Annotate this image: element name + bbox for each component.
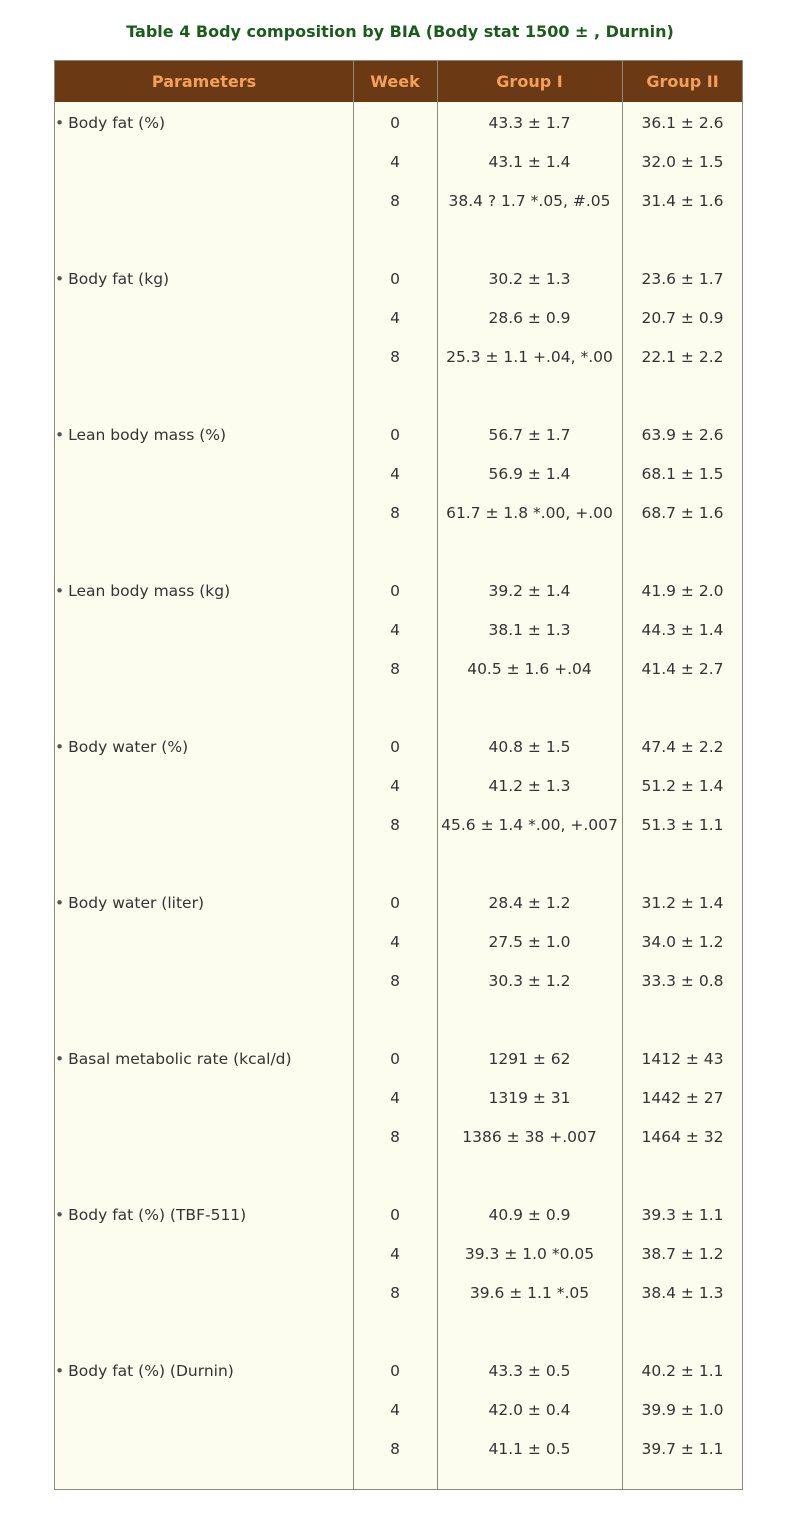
group-1-cell: 43.3 ± 1.7 xyxy=(488,114,571,132)
group-2-cell: 38.4 ± 1.3 xyxy=(641,1284,724,1302)
group-1-cell: 42.0 ± 0.4 xyxy=(488,1401,571,1419)
week-cell: 0 xyxy=(390,270,400,288)
group-2-cell: 1442 ± 27 xyxy=(641,1089,724,1107)
group-1-cell: 38.1 ± 1.3 xyxy=(488,621,571,639)
group-2-cell: 51.2 ± 1.4 xyxy=(641,777,724,795)
group-2-cell: 47.4 ± 2.2 xyxy=(641,738,724,756)
bullet-icon: • xyxy=(55,738,65,756)
bullet-icon: • xyxy=(55,894,65,912)
group-1-cell: 1319 ± 31 xyxy=(488,1089,571,1107)
group-1-cell: 56.7 ± 1.7 xyxy=(488,426,571,444)
parameter-label xyxy=(55,113,165,133)
group-1-cell: 41.2 ± 1.3 xyxy=(488,777,571,795)
group-1-cell: 41.1 ± 0.5 xyxy=(488,1440,571,1458)
group-2-cell: 33.3 ± 0.8 xyxy=(641,972,724,990)
week-cell: 8 xyxy=(390,660,400,678)
week-cell: 0 xyxy=(390,894,400,912)
group-2-cell: 41.4 ± 2.7 xyxy=(641,660,724,678)
group-1-cell: 39.3 ± 1.0 *0.05 xyxy=(464,1245,595,1263)
group-2-cell: 31.4 ± 1.6 xyxy=(641,192,724,210)
group-2-cell: 36.1 ± 2.6 xyxy=(641,114,724,132)
week-cell: 0 xyxy=(390,426,400,444)
week-cell: 4 xyxy=(390,1089,400,1107)
group-2-cell: 44.3 ± 1.4 xyxy=(641,621,724,639)
group-1-cell: 25.3 ± 1.1 +.04, *.00 xyxy=(446,348,613,366)
parameter-name: Lean body mass (kg) xyxy=(68,582,231,600)
week-cell: 4 xyxy=(390,933,400,951)
group-1-cell: 28.6 ± 0.9 xyxy=(488,309,571,327)
parameter-name: Body fat (kg) xyxy=(68,270,170,288)
week-cell: 4 xyxy=(390,465,400,483)
group-1-cell: 27.5 ± 1.0 xyxy=(488,933,571,951)
week-cell: 4 xyxy=(390,1245,400,1263)
bullet-icon: • xyxy=(55,426,65,444)
parameter-label xyxy=(55,425,226,445)
group-2-cell: 39.9 ± 1.0 xyxy=(641,1401,724,1419)
bullet-icon: • xyxy=(55,582,65,600)
bullet-icon: • xyxy=(55,1206,65,1224)
group-1-cell: 28.4 ± 1.2 xyxy=(488,894,571,912)
group-2-cell: 1464 ± 32 xyxy=(641,1128,724,1146)
week-cell: 8 xyxy=(390,504,400,522)
group-2-cell: 34.0 ± 1.2 xyxy=(641,933,724,951)
data-table xyxy=(54,60,743,1490)
parameter-name: Basal metabolic rate (kcal/d) xyxy=(68,1050,292,1068)
parameter-label xyxy=(55,737,188,757)
group-1-cell: 40.9 ± 0.9 xyxy=(488,1206,571,1224)
group-1-cell: 61.7 ± 1.8 *.00, +.00 xyxy=(446,504,613,522)
header-group-2: Group II xyxy=(646,72,719,91)
parameter-name: Body fat (%) (TBF-511) xyxy=(68,1206,247,1224)
parameter-label xyxy=(55,269,169,289)
bullet-icon: • xyxy=(55,114,65,132)
bullet-icon: • xyxy=(55,1362,65,1380)
week-cell: 0 xyxy=(390,1362,400,1380)
group-1-cell: 38.4 ? 1.7 *.05, #.05 xyxy=(448,192,611,210)
week-cell: 4 xyxy=(390,621,400,639)
group-2-cell: 20.7 ± 0.9 xyxy=(641,309,724,327)
group-2-cell: 31.2 ± 1.4 xyxy=(641,894,724,912)
group-1-cell: 1386 ± 38 +.007 xyxy=(462,1128,597,1146)
table-caption: Table 4 Body composition by BIA (Body stat 1500 ± , Durnin) xyxy=(126,22,674,41)
week-cell: 0 xyxy=(390,1206,400,1224)
group-2-cell: 38.7 ± 1.2 xyxy=(641,1245,724,1263)
week-cell: 8 xyxy=(390,192,400,210)
week-cell: 8 xyxy=(390,816,400,834)
week-cell: 4 xyxy=(390,1401,400,1419)
week-cell: 8 xyxy=(390,1284,400,1302)
group-1-cell: 30.2 ± 1.3 xyxy=(488,270,571,288)
parameter-label xyxy=(55,1205,246,1225)
week-cell: 8 xyxy=(390,348,400,366)
week-cell: 0 xyxy=(390,114,400,132)
group-2-cell: 51.3 ± 1.1 xyxy=(641,816,724,834)
group-1-cell: 40.8 ± 1.5 xyxy=(488,738,571,756)
header-group-1: Group I xyxy=(496,72,563,91)
group-2-cell: 63.9 ± 2.6 xyxy=(641,426,724,444)
parameter-name: Body water (%) xyxy=(68,738,189,756)
header-parameters: Parameters xyxy=(151,72,257,91)
week-cell: 4 xyxy=(390,153,400,171)
week-cell: 4 xyxy=(390,309,400,327)
group-2-cell: 23.6 ± 1.7 xyxy=(641,270,724,288)
group-1-cell: 39.2 ± 1.4 xyxy=(488,582,571,600)
week-cell: 0 xyxy=(390,582,400,600)
bullet-icon: • xyxy=(55,270,65,288)
group-2-cell: 68.1 ± 1.5 xyxy=(641,465,724,483)
week-cell: 8 xyxy=(390,972,400,990)
group-2-cell: 40.2 ± 1.1 xyxy=(641,1362,724,1380)
week-cell: 0 xyxy=(390,1050,400,1068)
group-2-cell: 32.0 ± 1.5 xyxy=(641,153,724,171)
group-2-cell: 68.7 ± 1.6 xyxy=(641,504,724,522)
parameter-name: Body water (liter) xyxy=(68,894,204,912)
group-1-cell: 30.3 ± 1.2 xyxy=(488,972,571,990)
week-cell: 0 xyxy=(390,738,400,756)
week-cell: 8 xyxy=(390,1128,400,1146)
group-1-cell: 56.9 ± 1.4 xyxy=(488,465,571,483)
group-1-cell: 40.5 ± 1.6 +.04 xyxy=(467,660,592,678)
group-1-cell: 39.6 ± 1.1 *.05 xyxy=(469,1284,590,1302)
group-2-cell: 41.9 ± 2.0 xyxy=(641,582,724,600)
header-week: Week xyxy=(370,72,420,91)
parameter-label xyxy=(55,581,230,601)
parameter-label xyxy=(55,1361,234,1381)
group-1-cell: 43.3 ± 0.5 xyxy=(488,1362,571,1380)
group-2-cell: 39.7 ± 1.1 xyxy=(641,1440,724,1458)
bullet-icon: • xyxy=(55,1050,65,1068)
table-header xyxy=(55,61,742,102)
parameter-name: Body fat (%) xyxy=(68,114,165,132)
group-1-cell: 45.6 ± 1.4 *.00, +.007 xyxy=(441,816,618,834)
group-2-cell: 1412 ± 43 xyxy=(641,1050,724,1068)
group-2-cell: 22.1 ± 2.2 xyxy=(641,348,724,366)
parameter-name: Body fat (%) (Durnin) xyxy=(68,1362,234,1380)
group-2-cell: 39.3 ± 1.1 xyxy=(641,1206,724,1224)
parameter-label xyxy=(55,893,204,913)
week-cell: 4 xyxy=(390,777,400,795)
group-1-cell: 43.1 ± 1.4 xyxy=(488,153,571,171)
parameter-name: Lean body mass (%) xyxy=(68,426,227,444)
week-cell: 8 xyxy=(390,1440,400,1458)
parameter-label xyxy=(55,1049,292,1069)
group-1-cell: 1291 ± 62 xyxy=(488,1050,571,1068)
